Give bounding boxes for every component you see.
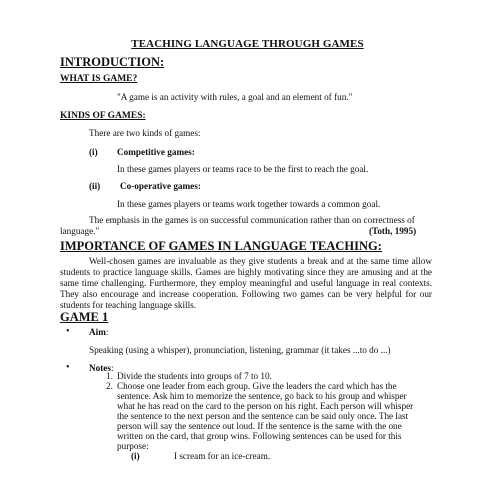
step-1-number: 1. xyxy=(106,371,113,381)
step-2-line-6: written on the card, that group wins. Following sentences can be used for this xyxy=(117,431,402,441)
step-1-text: Divide the students into groups of 7 to 10. xyxy=(117,371,272,381)
introduction-heading: INTRODUCTION: xyxy=(60,55,165,69)
kind-2-marker: (ii) xyxy=(89,181,101,191)
game-1-heading: GAME 1 xyxy=(60,310,109,324)
emphasis-line-2: language." xyxy=(60,226,100,236)
importance-paragraph-text: Well-chosen games are invaluable as they give students a break and at the same time allow students to practice language skills. Games are highly motivating since they are amusing and at the same time challenging. Furthermore, they employ meaningful and useful language in real contexts. They also encourage and increase cooperation. Following two games can be very helpful for our students for teaching language skills. xyxy=(60,256,432,310)
importance-paragraph xyxy=(60,256,432,311)
game-definition: "A game is an activity with rules, a goal and an element of fun." xyxy=(117,92,353,102)
notes-colon: : xyxy=(110,363,114,373)
step-2-line-1: Choose one leader from each group. Give the leaders the card which has the xyxy=(117,381,397,391)
kind-2-name: Co-operative games: xyxy=(120,181,201,191)
step-2-line-2: sentence. Ask him to memorize the sentence, go back to his group and whisper xyxy=(117,391,407,401)
what-is-game-mark: ? xyxy=(132,74,138,84)
kind-1-name: Competitive games: xyxy=(117,147,195,157)
kind-2-text: In these games players or teams work together towards a common goal. xyxy=(117,199,381,209)
kinds-of-games-heading: KINDS OF GAMES: xyxy=(60,111,146,121)
sentence-1-marker: (i) xyxy=(131,451,140,461)
kind-1-text: In these games players or teams race to be the first to reach the goal. xyxy=(117,164,369,174)
what-is-game-heading xyxy=(60,74,137,84)
step-2-line-3: what he has read on the card to the person on his right. Each person will whisper xyxy=(117,401,414,411)
step-2-line-7: purpose: xyxy=(117,441,149,451)
aim-line xyxy=(89,327,108,338)
aim-colon: : xyxy=(105,327,109,337)
what-is-game-label: WHAT IS GAME xyxy=(60,74,133,84)
aim-text: Speaking (using a whisper), pronunciation, listening, grammar (it takes ...to do ...) xyxy=(89,345,391,355)
source-citation: (Toth, 1995) xyxy=(369,226,417,236)
kinds-intro: There are two kinds of games: xyxy=(89,128,201,138)
kind-1-marker: (i) xyxy=(89,147,98,157)
sentence-1-text: I scream for an ice-cream. xyxy=(174,451,271,461)
notes-bullet: • xyxy=(66,362,70,373)
aim-bullet: • xyxy=(66,326,70,337)
importance-heading: IMPORTANCE OF GAMES IN LANGUAGE TEACHING: xyxy=(60,239,382,253)
document-title: TEACHING LANGUAGE THROUGH GAMES xyxy=(131,38,364,50)
step-2-number: 2. xyxy=(106,381,113,391)
emphasis-line-1: The emphasis in the games is on successful communication rather than on correctness of xyxy=(89,215,415,225)
step-2-line-5: person will say the sentence out loud. If the sentence is the same with the one xyxy=(117,421,402,431)
notes-label: Notes xyxy=(89,363,111,373)
aim-label: Aim xyxy=(89,327,106,337)
step-2-line-4: the sentence to the next person and the sentence can be said only once. The last xyxy=(117,411,409,421)
